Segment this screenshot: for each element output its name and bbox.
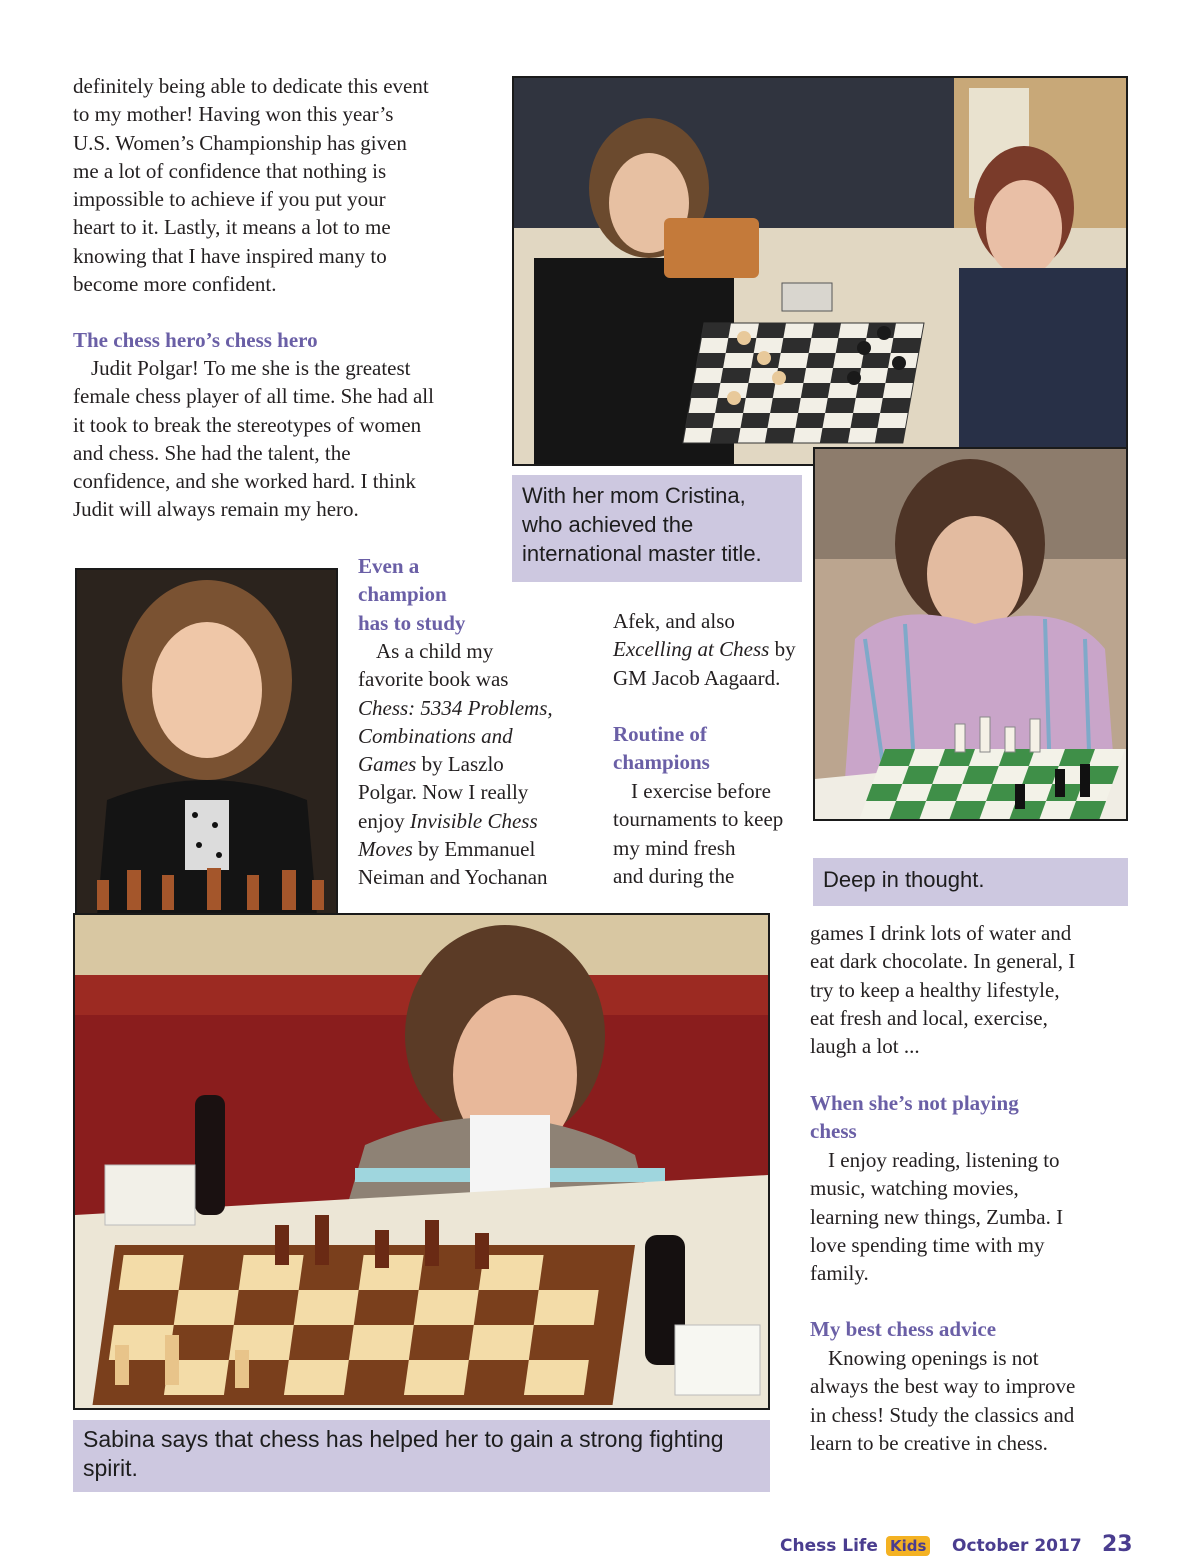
routine-cont-line: try to keep a healthy lifestyle, <box>810 977 1060 1002</box>
notplaying-heading-line: chess <box>810 1119 857 1144</box>
photo-sabina <box>73 913 770 1410</box>
photo-with-mom <box>512 76 1128 466</box>
study-line <box>358 722 598 750</box>
intro-paragraph <box>73 72 493 298</box>
notplaying-line: music, watching movies, <box>810 1176 1019 1201</box>
study-text: by <box>769 637 796 662</box>
caption-with-mom-text: With her mom Cristina, who achieved the international master title. <box>522 483 762 566</box>
notplaying-heading-line: When she’s not playing <box>810 1091 1019 1115</box>
study-heading-line: has to study <box>358 610 466 635</box>
caption-deep-in-thought-text: Deep in thought. <box>823 867 985 892</box>
notplaying-line: I enjoy reading, listening to <box>828 1148 1060 1172</box>
study-cont-line: Afek, and also <box>613 609 735 633</box>
routine-line: tournaments to keep <box>613 807 784 832</box>
intro-line: definitely being able to dedicate this event <box>73 74 429 98</box>
book-title: Games <box>358 752 417 777</box>
photo-deep-in-thought-illustration <box>815 449 1126 819</box>
study-line <box>358 694 598 722</box>
study-heading-line: Even a <box>358 554 420 578</box>
routine-line: I exercise before <box>631 779 771 803</box>
photo-deep-in-thought <box>813 447 1128 821</box>
routine-cont-line: eat dark chocolate. In general, I <box>810 949 1076 974</box>
study-heading-line: champion <box>358 582 447 607</box>
caption-sabina <box>73 1420 770 1492</box>
notplaying-line: family. <box>810 1261 869 1286</box>
intro-line: me a lot of confidence that nothing is <box>73 158 387 183</box>
study-text: enjoy <box>358 808 410 833</box>
study-heading <box>358 552 598 637</box>
advice-heading: My best chess advice <box>810 1317 997 1341</box>
advice-line: always the best way to improve <box>810 1374 1076 1399</box>
hero-line: female chess player of all time. She had all <box>73 384 434 409</box>
kids-badge: Kids <box>886 1536 930 1556</box>
intro-line: become more confident. <box>73 272 277 297</box>
study-line: As a child my <box>376 639 494 663</box>
photo-with-mom-illustration <box>514 78 1126 464</box>
hero-line: Judit Polgar! To me she is the greatest <box>91 356 411 380</box>
study-line <box>358 807 598 835</box>
book-title: Invisible Chess <box>409 808 538 833</box>
routine-paragraph <box>613 777 813 890</box>
notplaying-heading <box>810 1089 1140 1146</box>
notplaying-line: love spending time with my <box>810 1232 1045 1257</box>
routine-continued <box>810 919 1140 1060</box>
routine-line: my mind fresh <box>613 835 736 860</box>
advice-line: Knowing openings is not <box>828 1346 1039 1370</box>
intro-line: heart to it. Lastly, it means a lot to me <box>73 215 391 240</box>
study-text: by Emmanuel <box>412 837 536 862</box>
routine-heading <box>613 720 813 777</box>
book-title: Excelling at Chess <box>613 637 770 662</box>
hero-line: it took to break the stereotypes of women <box>73 412 422 437</box>
notplaying-line: learning new things, Zumba. I <box>810 1204 1064 1229</box>
study-continued <box>613 607 813 692</box>
study-text: by Laszlo <box>416 752 504 777</box>
routine-heading-line: Routine of <box>613 722 707 746</box>
photo-portrait-illustration <box>77 570 336 916</box>
photo-portrait <box>75 568 338 918</box>
routine-cont-line: laugh a lot ... <box>810 1034 920 1059</box>
study-cont-line: GM Jacob Aagaard. <box>613 665 781 690</box>
study-cont-line <box>613 635 813 663</box>
intro-line: to my mother! Having won this year’s <box>73 102 394 127</box>
page-footer <box>780 1530 1140 1560</box>
advice-line: learn to be creative in chess. <box>810 1430 1048 1455</box>
study-line <box>358 750 598 778</box>
book-title: Moves <box>358 837 413 862</box>
hero-line: Judit will always remain my hero. <box>73 497 359 522</box>
study-paragraph <box>358 637 598 892</box>
magazine-name: Chess Life <box>780 1536 878 1556</box>
notplaying-paragraph <box>810 1146 1140 1287</box>
hero-heading: The chess hero’s chess hero <box>73 328 318 352</box>
caption-deep-in-thought <box>813 858 1128 906</box>
routine-cont-line: eat fresh and local, exercise, <box>810 1005 1048 1030</box>
advice-line: in chess! Study the classics and <box>810 1402 1075 1427</box>
hero-paragraph <box>73 354 503 524</box>
issue-date: October 2017 <box>952 1536 1082 1556</box>
routine-cont-line: games I drink lots of water and <box>810 921 1072 945</box>
routine-heading-line: champions <box>613 750 710 775</box>
hero-line: confidence, and she worked hard. I think <box>73 469 416 494</box>
caption-sabina-text: Sabina says that chess has helped her to gain a strong fighting spirit. <box>83 1426 724 1481</box>
study-line: Neiman and Yochanan <box>358 865 548 890</box>
study-line: Polgar. Now I really <box>358 780 529 805</box>
intro-line: knowing that I have inspired many to <box>73 243 387 268</box>
intro-line: U.S. Women’s Championship has given <box>73 130 407 155</box>
study-line <box>358 835 598 863</box>
intro-line: impossible to achieve if you put your <box>73 187 386 212</box>
photo-sabina-illustration <box>75 915 768 1408</box>
book-title: Combinations and <box>358 723 513 748</box>
page-number: 23 <box>1102 1532 1133 1557</box>
book-title: Chess: 5334 Problems, <box>358 695 553 720</box>
hero-line: and chess. She had the talent, the <box>73 440 351 465</box>
routine-line: and during the <box>613 863 735 888</box>
study-line: favorite book was <box>358 667 509 692</box>
advice-paragraph <box>810 1344 1140 1457</box>
